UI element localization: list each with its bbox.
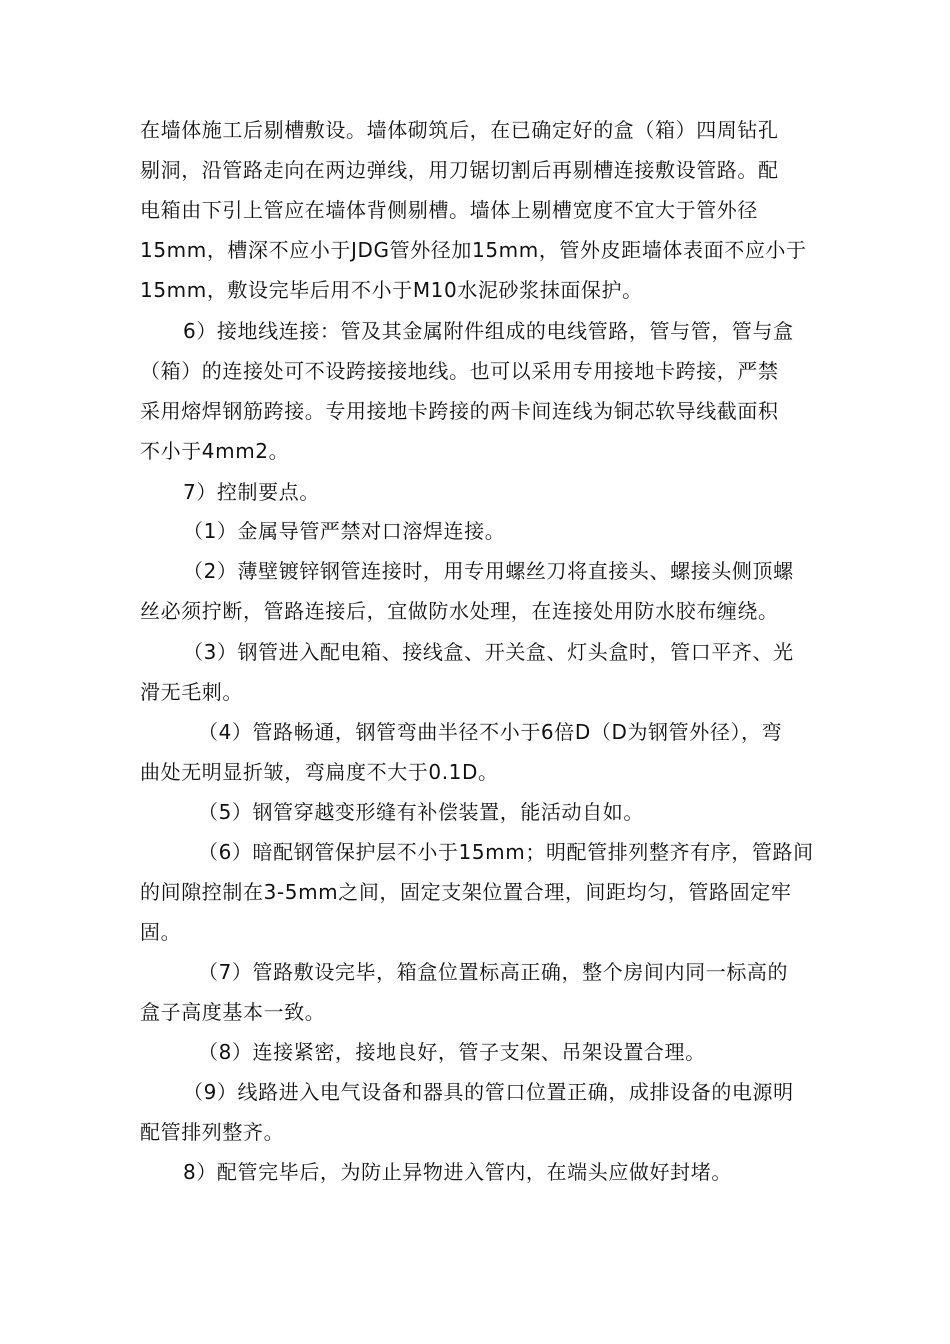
paragraph-line: 滑无毛刺。 [140,680,243,704]
list-item: （6）暗配钢管保护层不小于15mm；明配管排列整齐有序，管路间 [198,840,814,864]
list-item: （8）连接紧密，接地良好，管子支架、吊架设置合理。 [198,1040,706,1064]
list-item: （3）钢管进入配电箱、接线盒、开关盒、灯头盒时，管口平齐、光 [183,640,794,664]
list-item: （4）管路畅通，钢管弯曲半径不小于6倍D（D为钢管外径），弯 [198,720,783,744]
paragraph-line: 不小于4mm2。 [140,439,290,463]
paragraph-line: 在墙体施工后剔槽敷设。墙体砌筑后，在已确定好的盒（箱）四周钻孔 [140,118,779,142]
list-item: （5）钢管穿越变形缝有补偿装置，能活动自如。 [198,800,644,824]
list-item: （2）薄壁镀锌钢管连接时，用专用螺丝刀将直接头、螺接头侧顶螺 [183,559,794,583]
list-item: （1）金属导管严禁对口溶焊连接。 [183,519,506,543]
list-item: （9）线路进入电气设备和器具的管口位置正确，成排设备的电源明 [183,1080,794,1104]
section-heading-6: 6）接地线连接：管及其金属附件组成的电线管路，管与管，管与盒 [183,319,794,343]
paragraph-line: 的间隙控制在3-5mm之间，固定支架位置合理，间距均匀，管路固定牢 [140,880,792,904]
paragraph-line: 15mm，敷设完毕后用不小于M10水泥砂浆抹面保护。 [140,278,643,302]
paragraph-line: 配管排列整齐。 [140,1120,285,1144]
paragraph-line: 丝必须拧断，管路连接后，宜做防水处理，在连接处用防水胶布缠绕。 [140,599,779,623]
list-item: （7）管路敷设完毕，箱盒位置标高正确，整个房间内同一标高的 [198,960,789,984]
paragraph-line: 固。 [140,920,182,944]
section-heading-7: 7）控制要点。 [183,480,320,504]
paragraph-line: 15mm，槽深不应小于JDG管外径加15mm，管外皮距墙体表面不应小于 [140,238,807,262]
paragraph-line: 采用熔焊钢筋跨接。专用接地卡跨接的两卡间连线为铜芯软导线截面积 [140,399,779,423]
paragraph-line: （箱）的连接处可不设跨接接地线。也可以采用专用接地卡跨接，严禁 [140,359,779,383]
paragraph-line: 曲处无明显折皱，弯扁度不大于0.1D。 [140,760,499,784]
paragraph-line: 盒子高度基本一致。 [140,1000,326,1024]
section-heading-8: 8）配管完毕后，为防止异物进入管内，在端头应做好封堵。 [183,1160,732,1184]
paragraph-line: 电箱由下引上管应在墙体背侧剔槽。墙体上剔槽宽度不宜大于管外径 [140,198,758,222]
paragraph-line: 剔洞，沿管路走向在两边弹线，用刀锯切割后再剔槽连接敷设管路。配 [140,158,779,182]
